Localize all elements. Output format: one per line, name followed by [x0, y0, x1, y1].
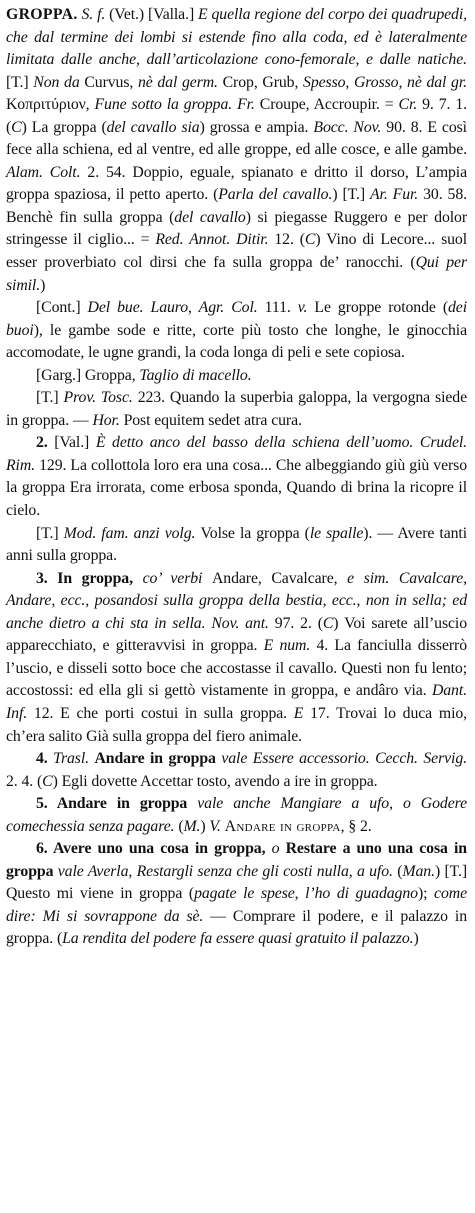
italic-run: pagate le spese, l’ho di guadagno: [194, 885, 418, 903]
text-run: [Val.]: [54, 434, 96, 452]
italic-run: Man.: [402, 862, 435, 880]
sense-5-mangiare-a-ufo: [6, 793, 467, 838]
text-run: ), le gambe sode e ritte, corte più tosto che longhe, le ginocchia accomodate, le ugne grandi, la coda longa di peli e sete copiosa.: [6, 321, 467, 362]
text-run: 12. E che porti costui in sulla groppa.: [33, 704, 294, 722]
sense-cont-del-bue: [6, 297, 467, 365]
italic-run: C: [322, 614, 334, 632]
italic-run: Red. Annot. Ditir.: [155, 231, 275, 249]
text-run: Crop, Grub,: [222, 73, 304, 91]
text-run: Volse la groppa (: [200, 524, 310, 542]
italic-run: V.: [209, 817, 225, 835]
text-run: [T.]: [6, 73, 34, 91]
text-run: Croupe, Accroupir. =: [259, 96, 399, 114]
text-run: 9. 7. 1. (: [6, 96, 467, 136]
text-run: 2. 54. Doppio, eguale, spianato e dritto il dorso, L’ampia groppa spaziosa, il petto aperto. (: [6, 163, 468, 204]
bold-run: Andare in groppa: [94, 750, 222, 768]
text-run: (Vet.) [Valla.]: [109, 6, 199, 23]
italic-run: E num.: [263, 637, 317, 655]
italic-run: E quella regione del corpo dei quadrupedi, che dal termine dei lombi si estende fino alla coda, ed è lateralmente limitata dalle anche, dall’articolazione cono-femorale, e dalle natiche.: [6, 6, 467, 69]
italic-run: Del bue. Lauro, Agr. Col.: [87, 299, 265, 317]
italic-run: le spalle: [309, 524, 364, 542]
bold-run: 4.: [36, 750, 54, 768]
italic-run: Cr.: [398, 96, 423, 114]
italic-run: C: [11, 118, 22, 136]
italic-run: Taglio di macello.: [139, 366, 252, 384]
text-run: 129. La collottola loro era una cosa... Che albeggiando giù giù verso la groppa Era irrorata, come erbosa sponda, Quando di brina la ricopre il cielo.: [6, 456, 467, 520]
text-run: ) Egli dovette Accettar tosto, avendo a ire in groppa.: [52, 772, 378, 790]
italic-run: Hor.: [92, 411, 124, 429]
small-caps-run: Andare in groppa: [224, 817, 341, 835]
italic-run: del cavallo sia: [106, 118, 200, 136]
italic-run: Fune sotto la groppa. Fr.: [94, 96, 260, 114]
italic-run: Parla del cavallo.: [218, 186, 333, 204]
text-run: 4. La fanciulla disserrò l’uscio, e disseli sotto boce che accostasse il cavallo. Questi non fu lento; accostossi: ed ella gli si gettò vistamente in groppa, e andâro via.: [6, 637, 467, 700]
text-run: 30. 58. Benchè fin sulla groppa (: [6, 186, 467, 226]
italic-run: vale Essere accessorio. Cecch. Servig.: [221, 750, 467, 768]
bold-run: Restare a uno una cosa in groppa: [6, 840, 467, 880]
italic-run: Prov. Tosc.: [63, 389, 138, 407]
italic-run: C: [304, 231, 316, 249]
italic-run: La rendita del podere fa essere quasi gratuito il palazzo.: [62, 930, 414, 948]
sense-modo-familiare: [6, 523, 467, 568]
text-run: ): [200, 817, 210, 835]
text-run: 12. (: [274, 231, 305, 249]
text-run: ) [T.] Questo mi viene in groppa (: [6, 862, 468, 903]
text-run: 111.: [264, 299, 298, 317]
italic-run: vale Averla, Restargli senza che gli costi nulla, a ufo.: [57, 862, 398, 880]
italic-run: Bocc. Nov.: [313, 118, 387, 136]
text-run: ) Vino di Lecore... suol esser proverbiato col dirsi che fa sulla groppa de’ ranocchi. (: [6, 231, 468, 272]
text-run: ) La groppa (: [21, 118, 107, 136]
text-run: (: [397, 862, 403, 880]
italic-run: e sim. Cavalcare, Andare, ecc., posandosi sulla groppa della bestia, ecc., non in sella; ed anche dietro a chi sta in sella. Nov. ant.: [6, 569, 468, 632]
text-run: ) grossa e ampia.: [199, 118, 314, 136]
text-run: [Garg.] Groppa,: [36, 366, 140, 384]
italic-run: Mod. fam. anzi volg.: [63, 524, 201, 542]
bold-run: 3. In groppa,: [36, 569, 143, 587]
sense-4-trasl: [6, 748, 467, 793]
italic-run: come dire: Mi si sovrappone da sè.: [6, 885, 467, 925]
text-run: [T.]: [36, 524, 64, 542]
italic-run: co’ verbi: [142, 569, 212, 587]
text-run: — Comprare il podere, e il palazzo in groppa. (: [6, 907, 468, 948]
sense-3-in-groppa: [6, 568, 467, 748]
sense-2-schiena-uomo: [6, 432, 467, 522]
sense-6-avere-in-groppa: [6, 838, 467, 951]
italic-run: M.: [183, 817, 201, 835]
sense-garg-taglio: [6, 365, 467, 388]
italic-run: S. f.: [77, 6, 110, 23]
italic-run: nè dal germ.: [137, 73, 223, 91]
text-run: , § 2.: [340, 817, 372, 835]
text-run: ) Voi sarete all’uscio apparecchiato, e gitteravvisi in groppa.: [6, 614, 468, 655]
bold-run: 2.: [36, 434, 55, 452]
text-run: 97. 2. (: [274, 614, 323, 632]
bold-run: 5. Andare in groppa: [36, 795, 198, 813]
italic-run: Spesso, Grosso, nè dal gr.: [303, 73, 468, 91]
italic-run: o: [271, 840, 286, 858]
italic-run: E: [293, 704, 311, 722]
italic-run: Qui per simil.: [6, 254, 467, 294]
text-run: [T.]: [36, 389, 64, 407]
text-run: ): [413, 930, 419, 948]
italic-run: v.: [297, 299, 315, 317]
text-run: Curvus,: [84, 73, 138, 91]
text-run: ). — Avere tanti anni sulla groppa.: [6, 524, 467, 565]
italic-run: Ar. Fur.: [369, 186, 424, 204]
bold-run: 6. Avere uno una cosa in groppa,: [36, 840, 272, 858]
text-run: [Cont.]: [36, 299, 88, 317]
italic-run: Dant. Inf.: [6, 682, 467, 722]
text-run: 2. 4. (: [6, 772, 43, 790]
italic-run: C: [42, 772, 53, 790]
sense-proverb: [6, 387, 467, 432]
italic-run: del cavallo: [174, 208, 246, 226]
text-run: ): [40, 276, 46, 294]
italic-run: Alam. Colt.: [6, 163, 88, 181]
text-run: 90. 8. E così fece alla schiena, ed al ventre, ed alle groppe, ed alle cosce, e alle gambe.: [6, 118, 467, 159]
headword: GROPPA.: [6, 6, 78, 23]
italic-run: Trasl.: [53, 750, 95, 768]
text-run: Le groppe rotonde (: [314, 299, 448, 317]
text-run: (: [178, 817, 184, 835]
text-run: );: [417, 885, 435, 903]
text-run: Post equitem sedet atra cura.: [123, 411, 302, 429]
text-run: Κοπριτύριον,: [6, 96, 95, 114]
text-run: ) si piegasse Ruggero e per dolor stringesse il ciglio... =: [6, 208, 467, 249]
italic-run: dei buoi: [6, 299, 467, 339]
italic-run: vale anche Mangiare a ufo, o Godere comechessia senza pagare.: [6, 795, 467, 835]
text-run: 223. Quando la superbia galoppa, la vergogna siede in groppa. —: [6, 389, 467, 429]
text-run: ) [T.]: [332, 186, 370, 204]
text-run: 17. Trovai lo duca mio, ch’era salito Già sulla groppa del fiero animale.: [6, 704, 468, 745]
italic-run: Non da: [33, 73, 85, 91]
text-run: Andare, Cavalcare,: [211, 569, 348, 587]
entry-groppa-definition: [6, 4, 467, 297]
italic-run: È detto anco del basso della schiena dell’uomo. Crudel. Rim.: [6, 434, 468, 474]
